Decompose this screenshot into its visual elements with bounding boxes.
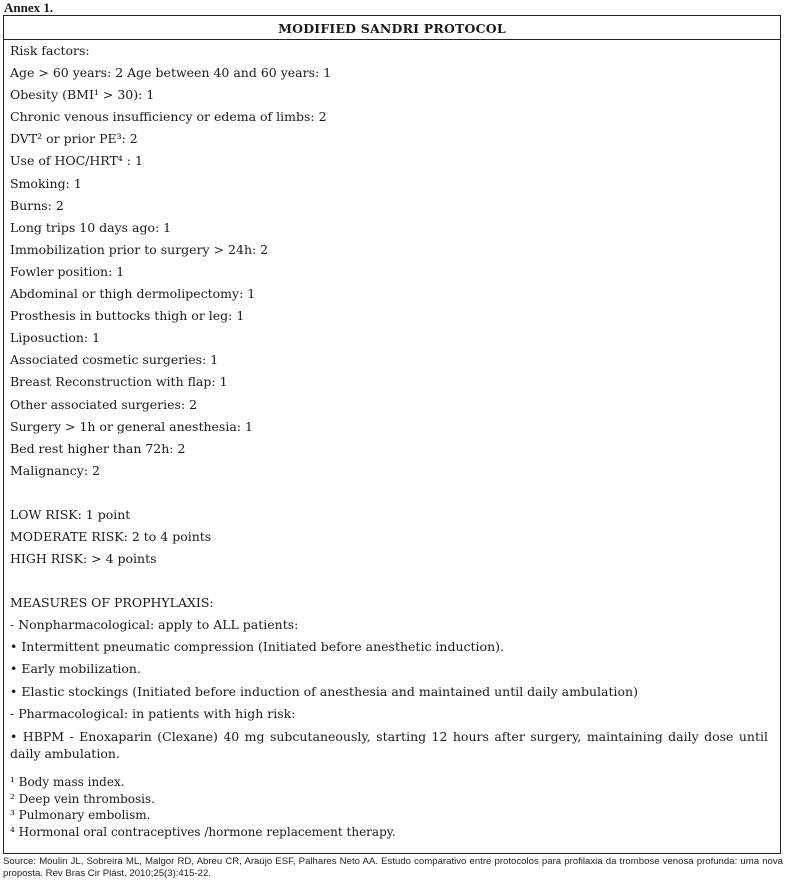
annex-label: Annex 1. xyxy=(4,0,54,15)
risk-factor-item: Chronic venous insufficiency or edema of limbs: 2 xyxy=(10,109,327,125)
risk-factor-item: Burns: 2 xyxy=(10,197,64,213)
risk-level-high: HIGH RISK: > 4 points xyxy=(10,551,157,567)
nonpharmacological-header: - Nonpharmacological: apply to ALL patients: xyxy=(10,617,299,633)
risk-factor-item: Long trips 10 days ago: 1 xyxy=(10,219,172,235)
risk-factor-item: Prosthesis in buttocks thigh or leg: 1 xyxy=(10,308,245,324)
risk-factor-item: Associated cosmetic surgeries: 1 xyxy=(10,352,219,368)
risk-factors-header: Risk factors: xyxy=(10,43,90,58)
prophylaxis-header: MEASURES OF PROPHYLAXIS: xyxy=(10,595,214,611)
risk-level-moderate: MODERATE RISK: 2 to 4 points xyxy=(10,528,212,544)
protocol-table xyxy=(3,15,781,854)
risk-level-low: LOW RISK: 1 point xyxy=(10,506,131,522)
risk-factor-item: Use of HOC/HRT⁴ : 1 xyxy=(10,153,143,169)
pharmacological-item: • HBPM - Enoxaparin (Clexane) 40 mg subcutaneously, starting 12 hours after surgery, maintaining daily dose until daily ambulation. xyxy=(10,728,768,761)
risk-factor-item: Liposuction: 1 xyxy=(10,330,101,346)
risk-factor-item: Bed rest higher than 72h: 2 xyxy=(10,440,186,456)
nonpharmacological-item: • Early mobilization. xyxy=(10,661,141,677)
nonpharmacological-item: • Intermittent pneumatic compression (Initiated before anesthetic induction). xyxy=(10,639,504,655)
spacer xyxy=(10,570,770,592)
risk-factor-item: Malignancy: 2 xyxy=(10,462,101,478)
pharmacological-header: - Pharmacological: in patients with high risk: xyxy=(10,705,296,721)
risk-factor-item: Breast Reconstruction with flap: 1 xyxy=(10,374,228,390)
risk-factor-item: Surgery > 1h or general anesthesia: 1 xyxy=(10,418,253,434)
table-title: MODIFIED SANDRI PROTOCOL xyxy=(4,16,780,40)
footnote-3: ³ Pulmonary embolism. xyxy=(10,808,151,822)
nonpharmacological-item: • Elastic stockings (Initiated before induction of anesthesia and maintained until daily ambulation) xyxy=(10,683,638,699)
risk-factor-item: Smoking: 1 xyxy=(10,175,82,191)
footnote-1: ¹ Body mass index. xyxy=(10,775,125,789)
footnote-2: ² Deep vein thrombosis. xyxy=(10,791,155,806)
risk-factor-item: Immobilization prior to surgery > 24h: 2 xyxy=(10,241,269,257)
risk-factor-item: Other associated surgeries: 2 xyxy=(10,396,198,412)
risk-factor-item: Fowler position: 1 xyxy=(10,263,125,279)
risk-factor-item: DVT² or prior PE³: 2 xyxy=(10,131,138,147)
table-body xyxy=(10,40,770,762)
spacer xyxy=(10,482,770,504)
footnote-4: ⁴ Hormonal oral contraceptives /hormone replacement therapy. xyxy=(10,824,396,839)
risk-factor-item: Age > 60 years: 2 Age between 40 and 60 years: 1 xyxy=(10,65,332,81)
footnotes xyxy=(10,774,770,840)
risk-factor-item: Abdominal or thigh dermolipectomy: 1 xyxy=(10,286,256,302)
source-citation: Source: Moulin JL, Sobreira ML, Malgor RD, Abreu CR, Araújo ESF, Palhares Neto AA. Estudo comparativo entre protocolos para profilaxia da trombose venosa profunda: uma nova proposta. Rev Bras Cir Plást. 2010;25(3):415-22. xyxy=(3,856,783,879)
risk-factor-item: Obesity (BMI¹ > 30): 1 xyxy=(10,87,155,103)
